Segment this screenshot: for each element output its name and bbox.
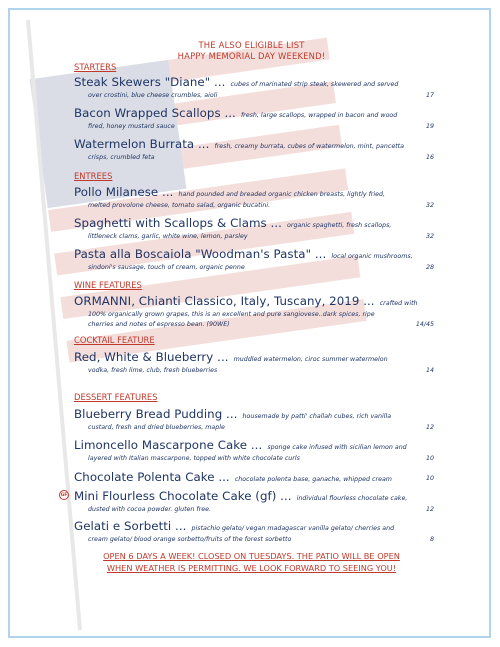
item-desc-cont: crisps, crumbled feta bbox=[88, 154, 155, 161]
item-desc: organic spaghetti, fresh scallops, bbox=[287, 222, 392, 229]
item-name: Pollo Milanese ... bbox=[74, 185, 174, 199]
item-desc: sponge cake infused with sicilian lemon and bbox=[267, 444, 407, 451]
item-desc-cont: layered with Italian mascarpone, topped with white chocolate curls bbox=[88, 455, 300, 462]
item-desc-cont: custard, fresh and dried blueberries, maple bbox=[88, 424, 225, 431]
item-name: Bacon Wrapped Scallops ... bbox=[74, 106, 236, 120]
item-desc: cubes of marinated strip steak, skewered and served bbox=[230, 81, 399, 88]
item-name: Pasta alla Boscaiola "Woodman's Pasta" ... bbox=[74, 247, 327, 261]
item-desc-cont: sindoni's sausage, touch of cream, organic penne bbox=[88, 264, 245, 271]
item-desc-cont: cream gelato/ blood orange sorbetto/fruits of the forest sorbetto bbox=[88, 536, 292, 543]
section-wine-label: WINE FEATURES bbox=[74, 280, 142, 290]
item-name: Steak Skewers "Diane" ... bbox=[74, 75, 226, 89]
item-desc-cont: fired, honey mustard sauce bbox=[88, 123, 175, 130]
item-price: 12 bbox=[425, 424, 434, 431]
item-desc: fresh, creamy burrata, cubes of watermelon, mint, pancetta bbox=[214, 143, 404, 150]
item-desc-cont: 100% organically grown grapes, this is an excellent and pure sangiovese..dark spices, ripe bbox=[88, 311, 375, 318]
gluten-free-icon: GF bbox=[59, 490, 69, 500]
section-starters-label: STARTERS bbox=[74, 62, 117, 72]
item-price: 10 bbox=[425, 455, 434, 462]
item-desc-cont: over crostini, blue cheese crumbles, aioli bbox=[88, 92, 218, 99]
menu-item bbox=[74, 74, 434, 101]
item-desc: muddled watermelon, ciroc summer watermelon bbox=[233, 356, 388, 363]
item-price: 12 bbox=[425, 506, 434, 513]
menu-item bbox=[74, 469, 434, 486]
menu-item bbox=[74, 246, 434, 273]
menu-item bbox=[74, 184, 434, 211]
item-name: Gelati e Sorbetti ... bbox=[74, 519, 187, 533]
item-name: Red, White & Blueberry ... bbox=[74, 350, 229, 364]
item-name: Spaghetti with Scallops & Clams ... bbox=[74, 216, 282, 230]
item-price: 19 bbox=[425, 123, 434, 130]
footer-line-1: OPEN 6 DAYS A WEEK! CLOSED ON TUESDAYS. THE PATIO WILL BE OPEN bbox=[103, 551, 400, 561]
item-desc: housemade by patti' challah cubes, rich vanilla bbox=[242, 413, 392, 420]
item-name: Mini Flourless Chocolate Cake (gf) ... bbox=[74, 489, 292, 503]
item-price: 14/45 bbox=[415, 321, 434, 328]
item-desc-cont: cherries and notes of espresso bean. (90WE) bbox=[88, 321, 230, 328]
item-price: 8 bbox=[429, 536, 434, 543]
item-desc: individual flourless chocolate cake, bbox=[296, 495, 408, 502]
item-name: Chocolate Polenta Cake ... bbox=[74, 470, 230, 484]
item-name: Blueberry Bread Pudding ... bbox=[74, 407, 238, 421]
item-price: 14 bbox=[425, 367, 434, 374]
item-price: 17 bbox=[425, 92, 434, 99]
item-desc: crafted with bbox=[379, 300, 418, 307]
menu-item bbox=[74, 215, 434, 242]
menu-item bbox=[74, 518, 434, 545]
item-price: 16 bbox=[425, 154, 434, 161]
menu-item bbox=[74, 293, 434, 330]
menu-title: THE ALSO ELIGIBLE LIST bbox=[198, 40, 305, 50]
item-price: 32 bbox=[425, 202, 434, 209]
menu-item bbox=[74, 437, 434, 464]
item-desc-cont: dusted with cocoa powder. gluten free. bbox=[88, 506, 211, 513]
section-cocktail-label: COCKTAIL FEATURE bbox=[74, 335, 155, 345]
item-desc-cont: littleneck clams, garlic, white wine, lemon, parsley bbox=[88, 233, 248, 240]
item-price: 32 bbox=[425, 233, 434, 240]
menu-item bbox=[60, 488, 434, 515]
menu-item bbox=[74, 349, 434, 376]
section-entrees-label: ENTREES bbox=[74, 171, 113, 181]
item-name: Limoncello Mascarpone Cake ... bbox=[74, 438, 263, 452]
item-desc-cont: melted provolone cheese, tomato salad, organic bucatini. bbox=[88, 202, 271, 209]
item-name: Watermelon Burrata ... bbox=[74, 137, 210, 151]
item-price: 28 bbox=[425, 264, 434, 271]
item-desc: pistachio gelato/ vegan madagascar vanilla gelato/ cherries and bbox=[191, 525, 395, 532]
menu-page bbox=[8, 8, 491, 638]
item-desc: local organic mushrooms, bbox=[331, 253, 413, 260]
footer-line-2: WHEN WEATHER IS PERMITTING. WE LOOK FORWARD TO SEEING YOU! bbox=[106, 563, 397, 573]
menu-item bbox=[74, 406, 434, 433]
item-desc: hand pounded and breaded organic chicken breasts, lightly fried, bbox=[178, 191, 386, 198]
section-desserts-label: DESSERT FEATURES bbox=[74, 392, 158, 402]
item-name: ORMANNI, Chianti Classico, Italy, Tuscany, 2019 ... bbox=[74, 294, 375, 308]
item-price: 10 bbox=[425, 475, 434, 482]
menu-subtitle: HAPPY MEMORIAL DAY WEEKEND! bbox=[177, 51, 326, 61]
item-desc: fresh, large scallops, wrapped in bacon and wood bbox=[240, 112, 398, 119]
item-desc: chocolate polenta base, ganache, whipped cream bbox=[234, 476, 392, 483]
item-desc-cont: vodka, fresh lime, club, fresh blueberries bbox=[88, 367, 218, 374]
menu-item bbox=[74, 105, 434, 132]
menu-item bbox=[74, 136, 434, 163]
